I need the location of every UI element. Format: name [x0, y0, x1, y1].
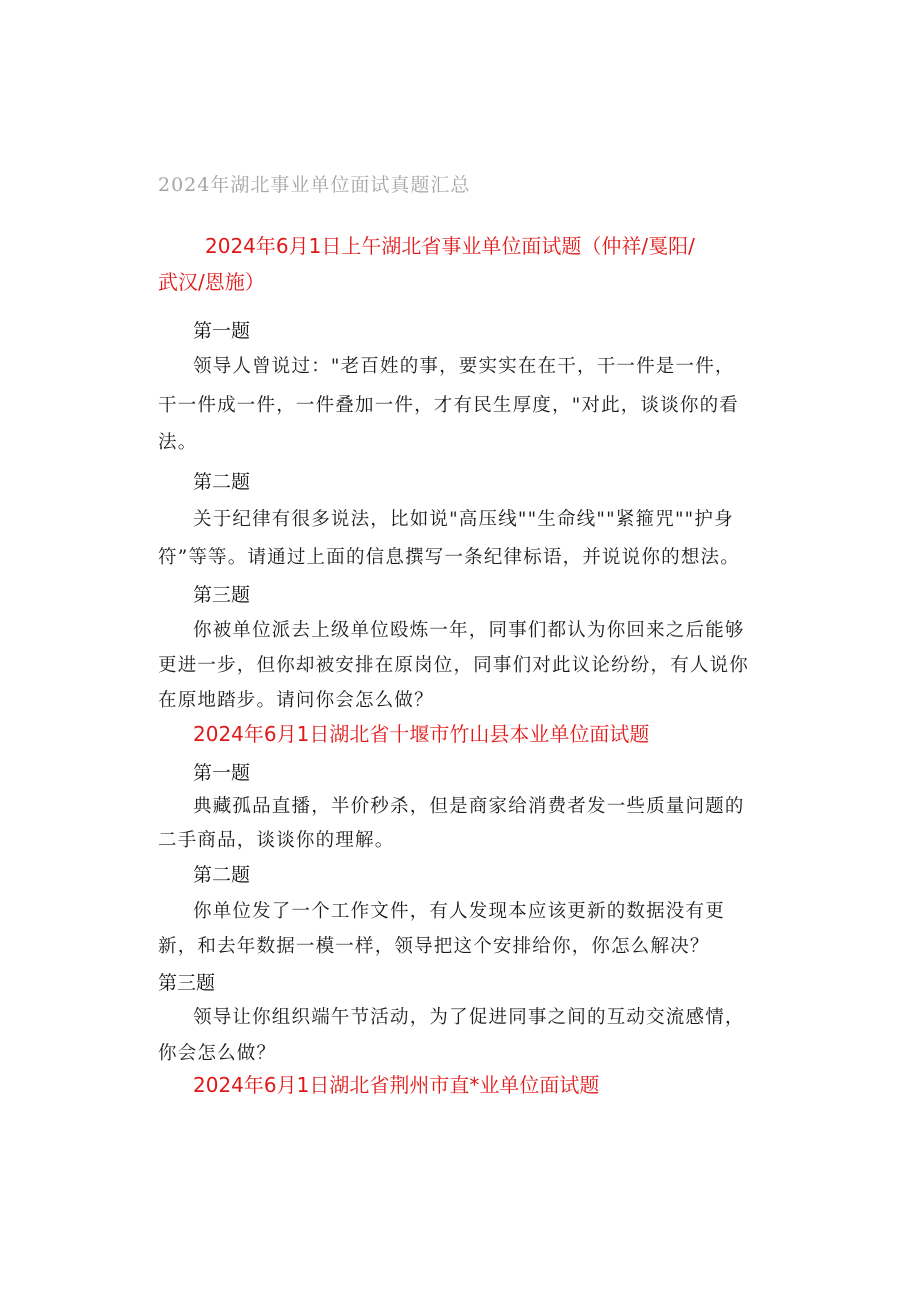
question-text-line: 法。 — [158, 432, 198, 453]
question-label: 第二题 — [193, 471, 251, 493]
question-label: 第三题 — [193, 584, 251, 606]
question-text-line: 领导让你组织端午节活动，为了促进同事之间的互动交流感情， — [193, 1007, 745, 1028]
question-label: 第二题 — [193, 864, 251, 886]
question-text-line: 二手商品，谈谈你的理解。 — [158, 830, 395, 851]
question-text-line: 符”等等。请通过上面的信息撰写一条纪律标语，并说说你的想法。 — [158, 547, 740, 568]
section-heading-line: 2024年6月1日湖北省荆州市直*业单位面试题 — [193, 1073, 600, 1097]
question-text-line: 典藏孤品直播，半价秒杀，但是商家给消费者发一些质量问题的 — [193, 796, 745, 817]
question-text-line: 你单位发了一个工作文件，有人发现本应该更新的数据没有更 — [193, 901, 725, 922]
question-text-line: 更进一步，但你却被安排在原岗位，同事们对此议论纷纷，有人说你 — [158, 655, 750, 676]
section-heading-line: 2024年6月1日上午湖北省事业单位面试题（仲祥/戛阳/ — [205, 234, 695, 258]
question-text-line: 领导人曾说过："老百姓的事，要实实在在干，干一件是一件， — [193, 356, 735, 377]
question-text-line: 关于纪律有很多说法，比如说"高压线""生命线""紧箍咒""护身 — [193, 509, 734, 530]
section-heading-line: 武汉/恩施） — [158, 270, 265, 294]
question-text-line: 在原地踏步。请问你会怎么做？ — [158, 690, 434, 711]
question-text-line: 新，和去年数据一模一样，领导把这个安排给你，你怎么解决？ — [158, 936, 710, 957]
document-title: 2024年湖北事业单位面试真题汇总 — [158, 174, 471, 196]
question-label: 第一题 — [193, 320, 251, 342]
question-label: 第一题 — [193, 762, 251, 784]
question-text-line: 干一件成一件，一件叠加一件，才有民生厚度，"对此，谈谈你的看 — [158, 395, 740, 416]
question-text-line: 你被单位派去上级单位殴炼一年，同事们都认为你回来之后能够 — [193, 620, 745, 641]
section-heading-line: 2024年6月1日湖北省十堰市竹山县本业单位面试题 — [193, 722, 650, 746]
question-text-line: 你会怎么做？ — [158, 1043, 277, 1064]
question-label: 第三题 — [158, 972, 216, 994]
